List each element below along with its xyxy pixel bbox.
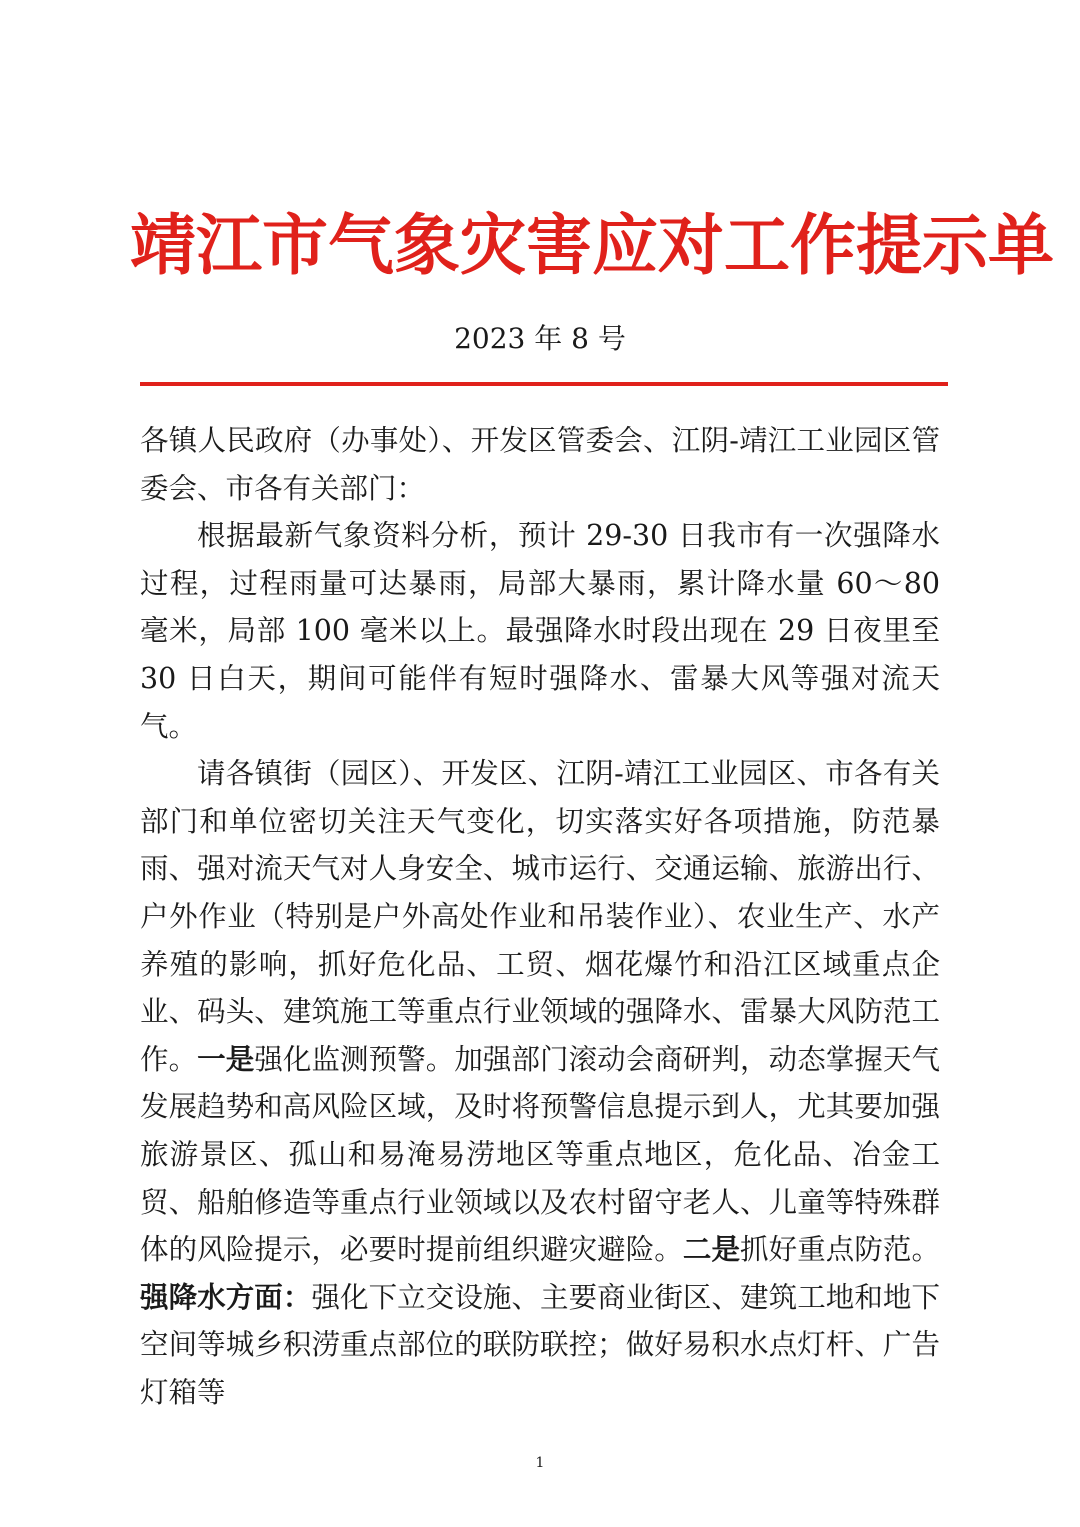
point-one-text: 强化监测预警。加强部门滚动会商研判，动态掌握天气发展趋势和高风险区域，及时将预警信息提示到人，尤其要加强旅游景区、孤山和易淹易涝地区等重点地区，危化品、冶金工贸、船舶修造等重点行业领域以及农村留守老人、儿童等特殊群体的风险提示，必要时提前组织避灾避险。 (140, 1042, 940, 1267)
heavy-rain-label: 强降水方面： (140, 1279, 312, 1314)
document-body (140, 417, 940, 1416)
red-divider-rule (140, 382, 948, 386)
document-title: 靖江市气象灾害应对工作提示单 (130, 206, 1054, 284)
heavy-rain-text: 强化下立交设施、主要商业街区、建筑工地和地下空间等城乡积涝重点部位的联防联控；做好易积水点灯杆、广告灯箱等 (140, 1280, 940, 1409)
document-number: 2023 年 8 号 (454, 322, 626, 355)
forecast-paragraph: 根据最新气象资料分析，预计 29-30 日我市有一次强降水过程，过程雨量可达暴雨，局部大暴雨，累计降水量 60～80 毫米，局部 100 毫米以上。最强降水时段出现在 29 日夜里至 30 日白天，期间可能伴有短时强降水、雷暴大风等强对流天气。 (140, 519, 940, 743)
point-two-label: 二是 (682, 1232, 741, 1267)
measures-intro: 请各镇街（园区）、开发区、江阴-靖江工业园区、市各有关部门和单位密切关注天气变化，切实落实好各项措施，防范暴雨、强对流天气对人身安全、城市运行、交通运输、旅游出行、户外作业（特别是户外高处作业和吊装作业）、农业生产、水产养殖的影响，抓好危化品、工贸、烟花爆竹和沿江区域重点企业、码头、建筑施工等重点行业领域的强降水、雷暴大风防范工作。 (140, 757, 940, 1076)
point-one-label: 一是 (197, 1041, 255, 1076)
point-two-text: 抓好重点防范。 (740, 1233, 940, 1267)
page-number: 1 (535, 1455, 545, 1471)
recipients-line: 各镇人民政府（办事处）、开发区管委会、江阴-靖江工业园区管委会、市各有关部门： (140, 424, 940, 505)
measures-paragraph (140, 750, 940, 1416)
